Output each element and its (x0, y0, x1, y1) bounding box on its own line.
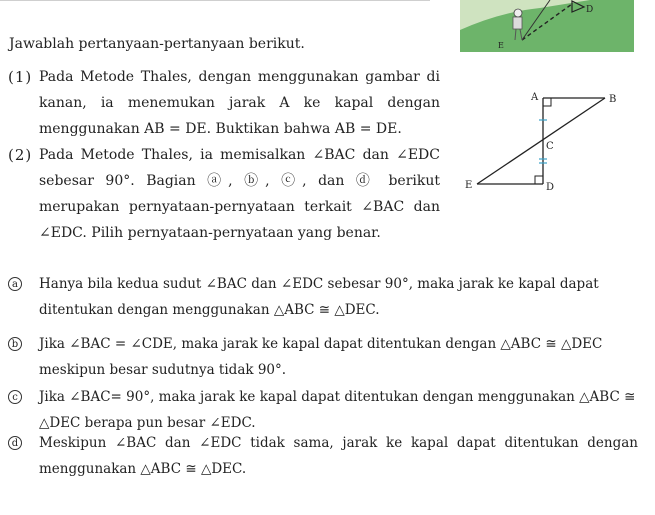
point-d: D (546, 182, 555, 193)
point-a: A (531, 92, 539, 103)
option-c (8, 384, 638, 436)
point-b: B (609, 94, 617, 105)
option-b (8, 331, 638, 383)
point-e: E (465, 180, 473, 191)
question-2 (8, 142, 440, 246)
option-marker: d (8, 436, 22, 450)
geometry-diagram (455, 86, 635, 206)
top-rule (0, 0, 430, 1)
thales-illustration (460, 0, 634, 52)
photo-label-e: E (498, 41, 504, 50)
option-text: Meskipun ∠BAC dan ∠EDC tidak sama, jarak ke kapal dapat ditentukan dengan menggunakan △ABC ≅ △DEC. (39, 435, 638, 477)
option-text: Jika ∠BAC= 90°, maka jarak ke kapal dapat ditentukan dengan menggunakan △ABC ≅ △DEC berapa pun besar ∠EDC. (39, 389, 636, 431)
option-marker: b (8, 337, 22, 351)
photo-label-d: D (586, 5, 594, 15)
point-c: C (546, 141, 554, 152)
option-a (8, 271, 638, 323)
option-marker: a (8, 277, 22, 291)
question-text: Pada Metode Thales, dengan menggunakan gambar di kanan, ia menemukan jarak A ke kapal dengan menggunakan AB = DE. Buktikan bahwa AB = DE. (39, 69, 440, 137)
option-d (8, 430, 638, 482)
option-text: Jika ∠BAC = ∠CDE, maka jarak ke kapal dapat ditentukan dengan △ABC ≅ △DEC meskipun besar sudutnya tidak 90°. (39, 336, 603, 378)
question-number: (2) (8, 146, 33, 164)
instruction: Jawablah pertanyaan-pertanyaan berikut. (9, 36, 305, 52)
question-text: Pada Metode Thales, ia memisalkan ∠BAC dan ∠EDC sebesar 90°. Bagian ⓐ, ⓑ, ⓒ, dan ⓓ berikut merupakan pernyataan-pernyataan terkait ∠BAC dan ∠EDC. Pilih pernyataan-pernyataan yang benar. (39, 147, 440, 241)
option-marker: c (8, 390, 22, 404)
option-text: Hanya bila kedua sudut ∠BAC dan ∠EDC sebesar 90°, maka jarak ke kapal dapat ditentukan dengan menggunakan △ABC ≅ △DEC. (39, 276, 599, 318)
question-number: (1) (8, 68, 33, 86)
question-1 (8, 64, 440, 142)
